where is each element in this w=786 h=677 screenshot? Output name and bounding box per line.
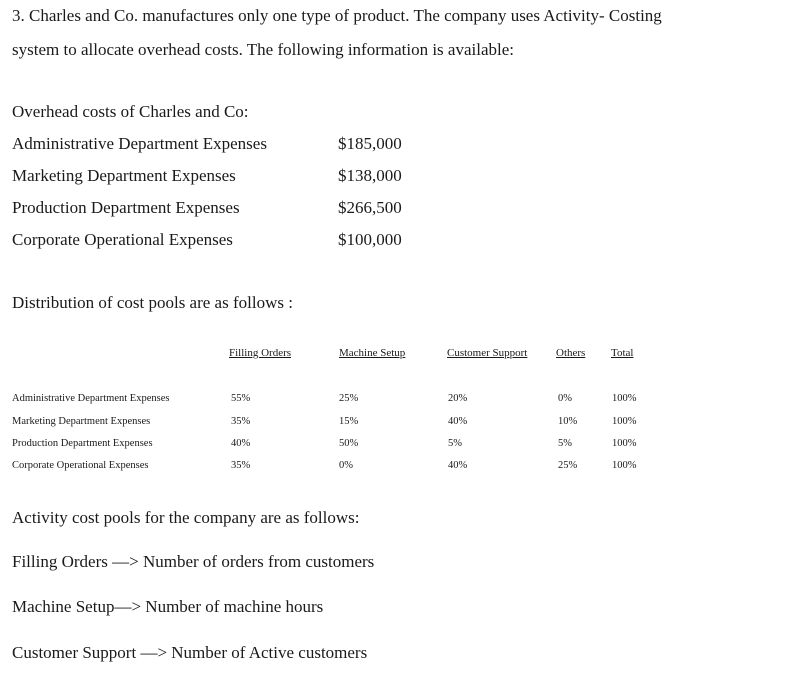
table-cell: 0% [558,393,572,404]
table-cell: 35% [231,460,251,471]
table-cell: 35% [231,416,251,427]
question-line-1: 3. Charles and Co. manufactures only one type of product. The company uses Activity- Costing [12,6,662,25]
table-cell: 100% [612,393,637,404]
overhead-amount: $266,500 [338,198,402,217]
activity-item: Machine Setup—> Number of machine hours [12,597,324,616]
table-row-label: Production Department Expenses [12,438,153,449]
activity-item: Customer Support —> Number of Active customers [12,643,368,662]
table-row-label: Marketing Department Expenses [12,416,151,427]
table-cell: 25% [558,460,578,471]
overhead-amount: $100,000 [338,230,402,249]
overhead-amount: $138,000 [338,166,402,185]
table-cell: 0% [339,460,353,471]
distribution-heading: Distribution of cost pools are as follows : [12,293,293,312]
table-cell: 15% [339,416,359,427]
column-header: Customer Support [447,347,528,359]
table-row-label: Corporate Operational Expenses [12,460,149,471]
table-row-label: Administrative Department Expenses [12,393,170,404]
table-cell: 100% [612,416,637,427]
question-line-2: system to allocate overhead costs. The following information is available: [12,40,514,59]
column-header: Machine Setup [339,347,406,359]
overhead-label: Production Department Expenses [12,198,240,217]
activity-item: Filling Orders —> Number of orders from customers [12,552,375,571]
table-cell: 20% [448,393,468,404]
table-cell: 5% [448,438,462,449]
table-cell: 40% [231,438,251,449]
overhead-label: Corporate Operational Expenses [12,230,233,249]
table-cell: 100% [612,438,637,449]
column-header: Filling Orders [229,347,292,359]
table-cell: 40% [448,460,468,471]
activity-heading: Activity cost pools for the company are as follows: [12,508,360,527]
overhead-label: Administrative Department Expenses [12,134,267,153]
table-cell: 55% [231,393,251,404]
column-header: Total [611,347,634,359]
overhead-amount: $185,000 [338,134,402,153]
table-cell: 100% [612,460,637,471]
column-header: Others [556,347,586,359]
table-cell: 50% [339,438,359,449]
table-cell: 25% [339,393,359,404]
table-cell: 10% [558,416,578,427]
overhead-label: Marketing Department Expenses [12,166,236,185]
table-cell: 5% [558,438,572,449]
table-cell: 40% [448,416,468,427]
overhead-heading: Overhead costs of Charles and Co: [12,102,249,121]
